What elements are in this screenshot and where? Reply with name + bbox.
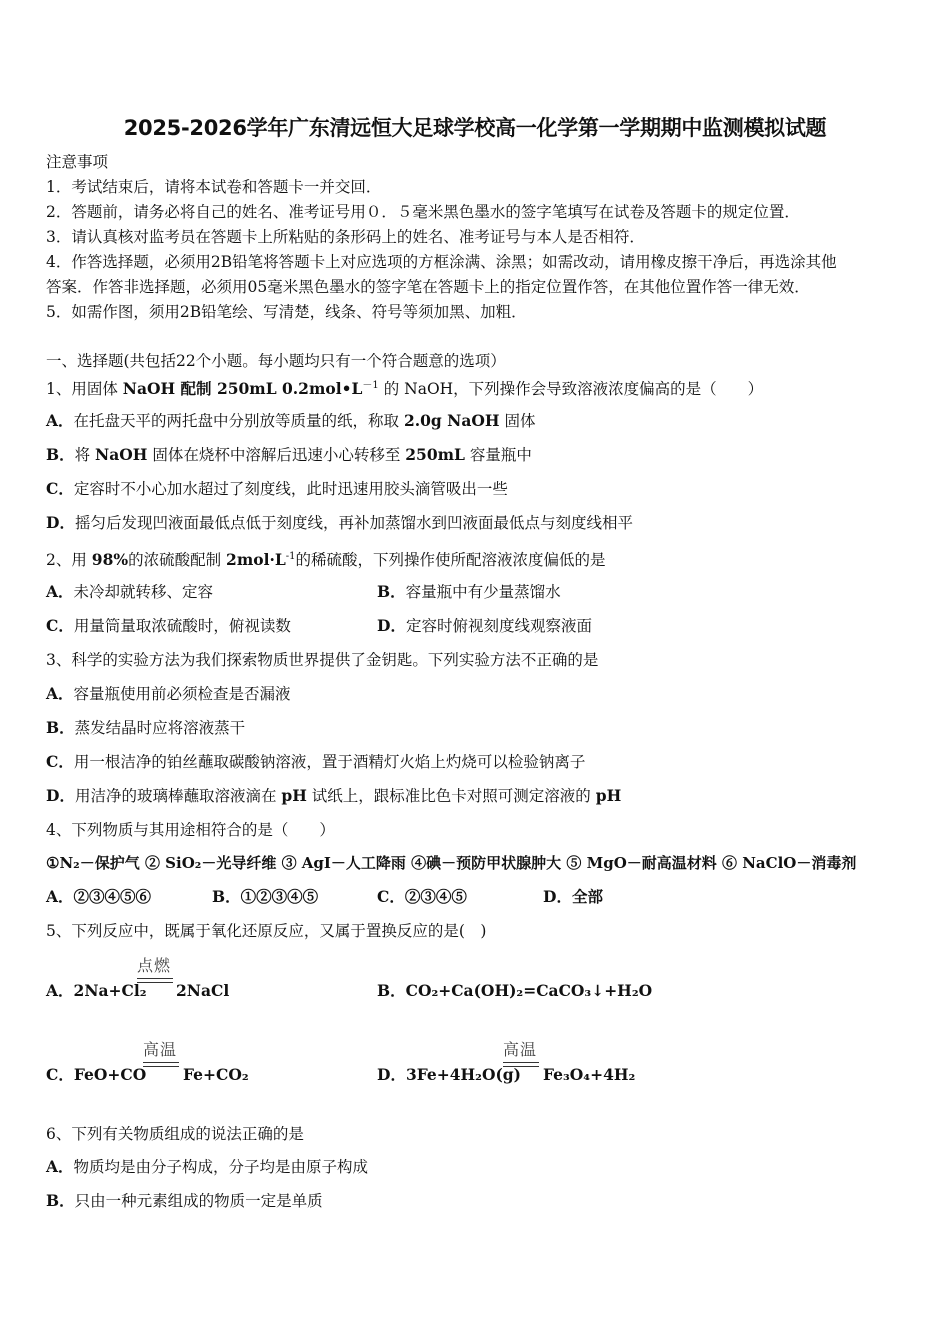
question-5-option-d: D．3Fe+4H₂O(g) xyxy=(377,1065,521,1084)
question-5-option-a: A．2Na+Cl₂ xyxy=(46,981,147,1000)
reaction-condition-high-temp: 高温 xyxy=(503,1040,538,1059)
question-1-stem: 1、用固体 NaOH 配制 250mL $0.2mol•L^{-1}$ 的 NaOH，下列操作会导致溶液浓度偏高的是（ ） xyxy=(46,379,764,399)
notice-item: 答案．作答非选择题，必须用05毫米黑色墨水的签字笔在答题卡上的指定位置作答，在其他位置作答一律无效． xyxy=(46,278,810,296)
question-3-option-d: D．用洁净的玻璃棒蘸取溶液滴在 pH 试纸上，跟标准比色卡对照可测定溶液的 pH xyxy=(46,786,622,805)
question-5-option-b: B．CO₂+Ca(OH)₂=CaCO₃↓+H₂O xyxy=(377,981,653,1000)
question-1-option-b: B．将 NaOH 固体在烧杯中溶解后迅速小心转移至 250mL 容量瓶中 xyxy=(46,445,532,464)
reaction-condition-ignite: 点燃 xyxy=(137,956,172,975)
question-2-option-d: D．定容时俯视刻度线观察液面 xyxy=(377,616,592,635)
question-3-option-a: A．容量瓶使用前必须检查是否漏液 xyxy=(46,684,291,703)
reaction-equals-sign xyxy=(143,1062,179,1067)
question-5-option-c-product: Fe+CO₂ xyxy=(183,1065,249,1084)
question-2-option-c: C．用量筒量取浓硫酸时，俯视读数 xyxy=(46,616,291,635)
question-4-stem: 4、下列物质与其用途相符合的是（ ） xyxy=(46,821,335,839)
notice-heading: 注意事项 xyxy=(46,153,109,171)
reaction-condition-high-temp: 高温 xyxy=(143,1040,178,1059)
question-5-option-c: C．FeO+CO xyxy=(46,1065,147,1084)
question-4-option-d: D．全部 xyxy=(543,887,603,906)
question-4-items: ①N₂－保护气 ② SiO₂－光导纤维 ③ AgI－人工降雨 ④碘－预防甲状腺肿大 ⑤ MgO－耐高温材料 ⑥ NaClO－消毒剂 xyxy=(46,854,857,872)
notice-item: 1．考试结束后，请将本试卷和答题卡一并交回． xyxy=(46,178,382,196)
question-4-option-a: A．②③④⑤⑥ xyxy=(46,887,152,906)
question-5-option-a-product: 2NaCl xyxy=(176,981,230,1000)
question-1-option-d: D．摇匀后发现凹液面最低点低于刻度线，再补加蒸馏水到凹液面最低点与刻度线相平 xyxy=(46,513,633,532)
question-4-option-b: B．①②③④⑤ xyxy=(212,887,319,906)
question-3-option-c: C．用一根洁净的铂丝蘸取碳酸钠溶液，置于酒精灯火焰上灼烧可以检验钠离子 xyxy=(46,752,586,771)
question-1-option-c: C．定容时不小心加水超过了刻度线，此时迅速用胶头滴管吸出一些 xyxy=(46,479,508,498)
question-5-stem: 5、下列反应中，既属于氧化还原反应，又属于置换反应的是( ) xyxy=(46,922,487,940)
question-6-stem: 6、下列有关物质组成的说法正确的是 xyxy=(46,1125,304,1143)
notice-item: 2．答题前，请务必将自己的姓名、准考证号用０．５毫米黑色墨水的签字笔填写在试卷及答题卡的规定位置． xyxy=(46,203,800,221)
question-6-option-b: B．只由一种元素组成的物质一定是单质 xyxy=(46,1191,323,1210)
exam-title: 2025-2026学年广东清远恒大足球学校高一化学第一学期期中监测模拟试题 xyxy=(123,116,827,140)
question-2-stem: 2、用 98%的浓硫酸配制 $2mol\cdot L^{-1}$的稀硫酸，下列操作使所配溶液浓度偏低的是 xyxy=(46,550,606,570)
question-4-option-c: C．②③④⑤ xyxy=(377,887,467,906)
question-2-option-a: A．未冷却就转移、定容 xyxy=(46,582,214,601)
question-6-option-a: A．物质均是由分子构成，分子均是由原子构成 xyxy=(46,1157,369,1176)
question-3-option-b: B．蒸发结晶时应将溶液蒸干 xyxy=(46,718,246,737)
notice-item: 5．如需作图，须用2B铅笔绘、写清楚，线条、符号等须加黑、加粗． xyxy=(46,303,527,321)
notice-item: 4．作答选择题，必须用2B铅笔将答题卡上对应选项的方框涂满、涂黑；如需改动，请用橡皮擦干净后，再选涂其他 xyxy=(46,253,837,271)
question-3-stem: 3、科学的实验方法为我们探索物质世界提供了金钥匙。下列实验方法不正确的是 xyxy=(46,651,599,669)
notice-item: 3．请认真核对监考员在答题卡上所粘贴的条形码上的姓名、准考证号与本人是否相符． xyxy=(46,228,645,246)
question-1-option-a: A．在托盘天平的两托盘中分别放等质量的纸，称取 2.0g NaOH 固体 xyxy=(46,411,536,430)
section-heading: 一、选择题(共包括22个小题。每小题均只有一个符合题意的选项） xyxy=(46,352,506,370)
question-5-option-d-product: Fe₃O₄+4H₂ xyxy=(543,1065,636,1084)
reaction-equals-sign xyxy=(137,978,173,983)
question-2-option-b: B．容量瓶中有少量蒸馏水 xyxy=(377,582,561,601)
reaction-equals-sign xyxy=(503,1062,539,1067)
